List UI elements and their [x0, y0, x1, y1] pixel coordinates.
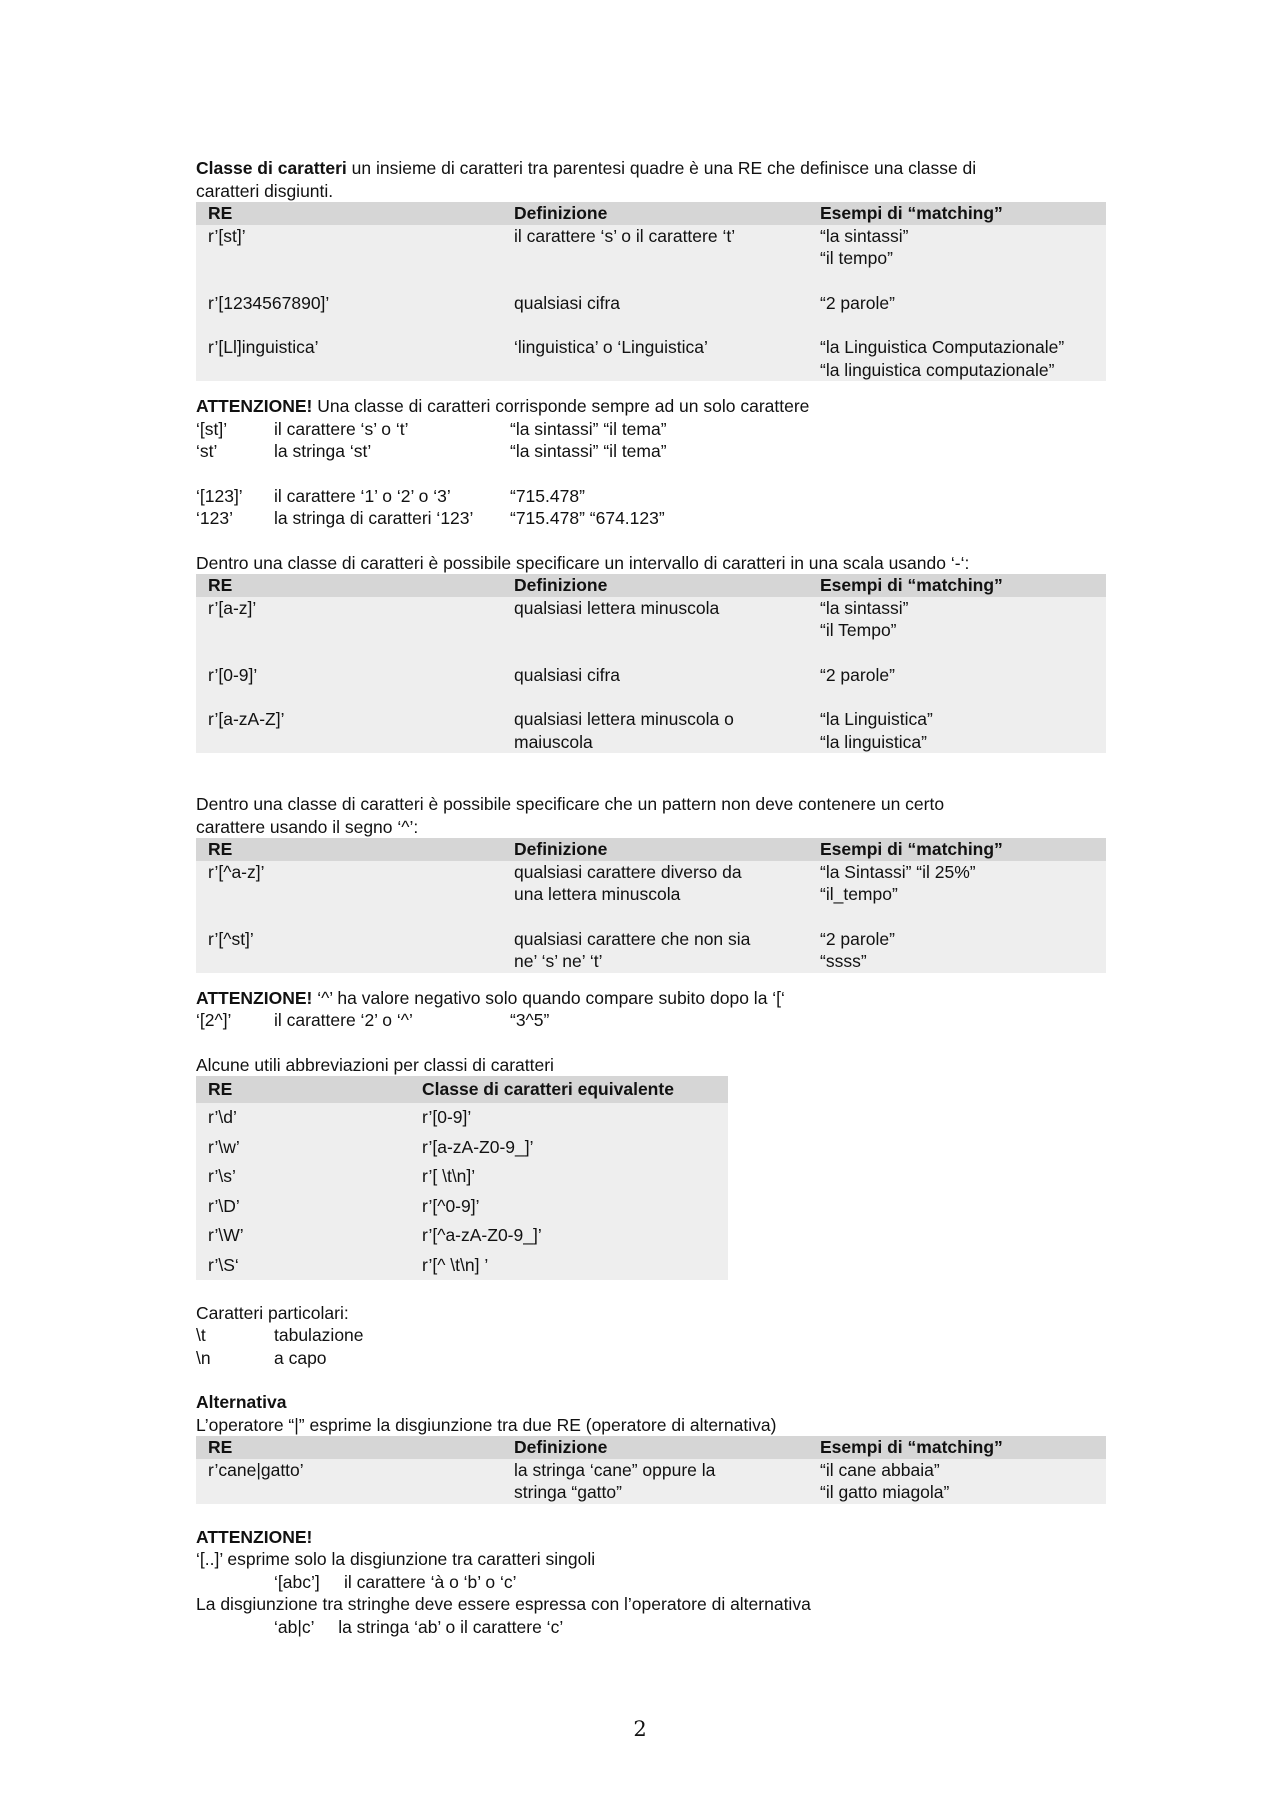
abbr-re: r’\D’: [208, 1195, 240, 1216]
alternativa-text: L’operatore “|” esprime la disgiunzione tra due RE (operatore di alternativa): [196, 1414, 777, 1435]
intro-text: un insieme di caratteri tra parentesi quadre è una RE che definisce una classe di: [346, 158, 977, 178]
attention-2-example: [196, 1009, 1106, 1032]
pair-desc: il carattere ‘2’ o ‘^’: [274, 1010, 413, 1030]
example-pair: [196, 1324, 1106, 1347]
abbr-re: r’\w’: [208, 1136, 240, 1157]
abbr-class: r’[^a-zA-Z0-9_]’: [422, 1225, 542, 1245]
definition-line: qualsiasi lettera minuscola o: [514, 709, 734, 729]
definition-line: maiuscola: [514, 731, 593, 752]
definition-line: la stringa ‘cane” oppure la: [514, 1459, 716, 1480]
abbr-header: [196, 1076, 728, 1103]
example-line: “il Tempo”: [820, 620, 897, 640]
cell-re: r’[1234567890]’: [208, 292, 330, 313]
header-examples: Esempi di “matching”: [820, 203, 1003, 223]
attention-1: [196, 395, 1106, 418]
example-pair: [196, 418, 1106, 441]
table-row: [196, 597, 1106, 642]
example-line: “la Linguistica”: [820, 709, 933, 729]
example-pair: [196, 440, 1106, 463]
abbr-class: r’[^ \t\n] ’: [422, 1254, 489, 1275]
cell-re: r’[^st]’: [208, 928, 254, 949]
attention-3-line4: ‘ab|c’ la stringa ‘ab’ o il carattere ‘c’: [274, 1616, 564, 1637]
abbr-row: [196, 1132, 728, 1162]
special-chars: [196, 1324, 1106, 1369]
document-page: [196, 157, 1106, 1638]
table-header: [196, 838, 1106, 861]
pair-re: \t: [196, 1325, 206, 1345]
pair-example: “la sintassi” “il tema”: [510, 418, 667, 439]
example-line: “la linguistica”: [820, 731, 927, 752]
definition-line: il carattere ‘s’ o il carattere ‘t’: [514, 225, 736, 246]
abbr-header-class: Classe di caratteri equivalente: [422, 1079, 674, 1099]
abbr-row: [196, 1250, 728, 1280]
intro-paragraph-2: caratteri disgiunti.: [196, 180, 334, 201]
attention-1-examples-2: [196, 485, 1106, 530]
example-line: “2 parole”: [820, 664, 895, 685]
attention-3-bold: ATTENZIONE!: [196, 1526, 313, 1547]
header-definition: Definizione: [514, 203, 608, 223]
header-definition: Definizione: [514, 575, 608, 595]
pair-re: ‘[2^]’: [196, 1010, 232, 1030]
abbr-re: r’\d’: [208, 1107, 237, 1127]
pair-desc: tabulazione: [274, 1325, 364, 1345]
header-re: RE: [208, 1437, 233, 1457]
cell-definition: [502, 336, 808, 381]
pair-re: ‘123’: [196, 508, 233, 528]
cell-examples: [808, 1459, 1106, 1504]
pair-example: “715.478” “674.123”: [510, 508, 665, 528]
example-line: “la linguistica computazionale”: [820, 359, 1055, 380]
header-examples: Esempi di “matching”: [820, 575, 1003, 595]
table-row: [196, 928, 1106, 973]
attention-3-line2: ‘[abc’] il carattere ‘à o ‘b’ o ‘c’: [274, 1571, 517, 1592]
definition-line: qualsiasi cifra: [514, 292, 621, 313]
cell-re: r’[Ll]inguistica’: [208, 337, 319, 357]
header-examples: Esempi di “matching”: [820, 1437, 1003, 1457]
table-row: [196, 861, 1106, 906]
char-class-table: [196, 202, 1106, 381]
pair-desc: a capo: [274, 1347, 327, 1368]
abbr-row: [196, 1103, 728, 1133]
header-definition: Definizione: [514, 1437, 608, 1457]
example-pair: [196, 485, 1106, 508]
example-line: “2 parole”: [820, 928, 895, 949]
example-line: “2 parole”: [820, 292, 895, 313]
abbr-class: r’[^0-9]’: [422, 1195, 480, 1216]
example-line: “il gatto miagola”: [820, 1482, 950, 1502]
pair-desc: la stringa di caratteri ‘123’: [274, 508, 474, 528]
table-row: [196, 292, 1106, 315]
pair-re: ‘[st]’: [196, 418, 228, 439]
example-line: “la sintassi”: [820, 597, 909, 618]
alternativa-title: Alternativa: [196, 1392, 287, 1412]
table-row: [196, 708, 1106, 753]
abbr-row: [196, 1162, 728, 1192]
table-row: [196, 336, 1106, 381]
cell-re: r’[a-z]’: [208, 597, 257, 618]
cell-definition: [502, 928, 808, 973]
definition-line: qualsiasi lettera minuscola: [514, 597, 720, 618]
page-number: 2: [633, 1717, 647, 1741]
attention-2-text: ‘^’ ha valore negativo solo quando compare subito dopo la ‘[‘: [312, 987, 785, 1008]
cell-definition: [502, 1459, 808, 1504]
pair-re: ‘[123]’: [196, 485, 243, 506]
attention-2: [196, 987, 1106, 1010]
negation-intro: Dentro una classe di caratteri è possibile specificare che un pattern non deve contenere un certo: [196, 794, 945, 814]
table-row: [196, 664, 1106, 687]
definition-line: qualsiasi carattere che non sia: [514, 928, 751, 949]
abbr-intro: Alcune utili abbreviazioni per classi di caratteri: [196, 1054, 554, 1075]
cell-examples: [808, 597, 1106, 642]
table-row: [196, 225, 1106, 270]
cell-examples: [808, 861, 1106, 906]
alternative-table: [196, 1436, 1106, 1504]
attention-2-bold: ATTENZIONE!: [196, 987, 313, 1008]
header-re: RE: [208, 203, 233, 223]
abbr-header-re: RE: [208, 1079, 233, 1099]
table-header: [196, 574, 1106, 597]
abbr-re: r’\s’: [208, 1166, 236, 1186]
attention-1-examples: [196, 418, 1106, 463]
cell-definition: [502, 292, 808, 315]
pair-example: “3^5”: [510, 1010, 550, 1030]
cell-definition: [502, 708, 808, 753]
example-line: “la Linguistica Computazionale”: [820, 337, 1065, 357]
attention-1-bold: ATTENZIONE!: [196, 396, 313, 416]
abbr-class: r’[ \t\n]’: [422, 1166, 476, 1186]
cell-examples: [808, 336, 1106, 381]
table-header: [196, 1436, 1106, 1459]
table-row: [196, 1459, 1106, 1504]
abbr-re: r’\W’: [208, 1225, 244, 1245]
special-title: Caratteri particolari:: [196, 1302, 349, 1323]
example-line: “ssss”: [820, 951, 867, 971]
cell-definition: [502, 664, 808, 687]
range-intro: Dentro una classe di caratteri è possibile specificare un intervallo di caratteri in una scala usando ‘-‘:: [196, 552, 970, 573]
pair-example: “715.478”: [510, 485, 585, 506]
range-table: [196, 574, 1106, 753]
cell-re: r’[a-zA-Z]’: [208, 709, 285, 729]
header-re: RE: [208, 839, 233, 859]
definition-line: qualsiasi cifra: [514, 664, 621, 685]
definition-line: una lettera minuscola: [514, 884, 681, 904]
definition-line: ne’ ‘s’ ne’ ‘t’: [514, 951, 603, 971]
abbreviations-table: [196, 1076, 728, 1280]
cell-definition: [502, 861, 808, 906]
pair-re: \n: [196, 1347, 211, 1368]
cell-examples: [808, 225, 1106, 270]
negation-intro-2: carattere usando il segno ‘^’:: [196, 816, 419, 837]
abbr-class: r’[a-zA-Z0-9_]’: [422, 1136, 534, 1157]
attention-1-text: Una classe di caratteri corrisponde sempre ad un solo carattere: [312, 396, 810, 416]
definition-line: stringa “gatto”: [514, 1482, 622, 1502]
attention-3-line1: ‘[..]’ esprime solo la disgiunzione tra caratteri singoli: [196, 1549, 596, 1569]
cell-examples: [808, 292, 1106, 315]
abbr-class: r’[0-9]’: [422, 1107, 472, 1127]
pair-desc: il carattere ‘s’ o ‘t’: [274, 418, 409, 439]
abbr-row: [196, 1221, 728, 1251]
cell-definition: [502, 225, 808, 270]
example-line: “il tempo”: [820, 248, 893, 268]
example-line: “la Sintassi” “il 25%”: [820, 861, 976, 882]
cell-examples: [808, 664, 1106, 687]
pair-desc: il carattere ‘1’ o ‘2’ o ‘3’: [274, 485, 451, 506]
definition-line: qualsiasi carattere diverso da: [514, 861, 742, 882]
intro-bold: Classe di caratteri: [196, 158, 347, 178]
example-line: “la sintassi”: [820, 225, 909, 246]
cell-re: r’[^a-z]’: [208, 861, 265, 882]
table-header: [196, 202, 1106, 225]
header-re: RE: [208, 575, 233, 595]
cell-examples: [808, 708, 1106, 753]
pair-re: ‘st’: [196, 441, 218, 461]
cell-definition: [502, 597, 808, 642]
header-examples: Esempi di “matching”: [820, 839, 1003, 859]
header-definition: Definizione: [514, 839, 608, 859]
example-pair: [196, 1347, 1106, 1370]
abbr-re: r’\S‘: [208, 1254, 239, 1275]
pair-desc: la stringa ‘st’: [274, 441, 372, 461]
definition-line: ‘linguistica’ o ‘Linguistica’: [514, 337, 708, 357]
abbr-row: [196, 1191, 728, 1221]
cell-re: r’cane|gatto’: [208, 1459, 304, 1480]
cell-examples: [808, 928, 1106, 973]
cell-re: r’[st]’: [208, 225, 246, 246]
intro-paragraph: [196, 157, 1106, 180]
attention-3-line3: La disgiunzione tra stringhe deve essere espressa con l’operatore di alternativa: [196, 1594, 811, 1614]
example-pair: [196, 507, 1106, 530]
example-line: “il_tempo”: [820, 884, 898, 904]
negation-table: [196, 838, 1106, 973]
example-line: “il cane abbaia”: [820, 1459, 940, 1480]
pair-example: “la sintassi” “il tema”: [510, 441, 667, 461]
cell-re: r’[0-9]’: [208, 664, 258, 685]
